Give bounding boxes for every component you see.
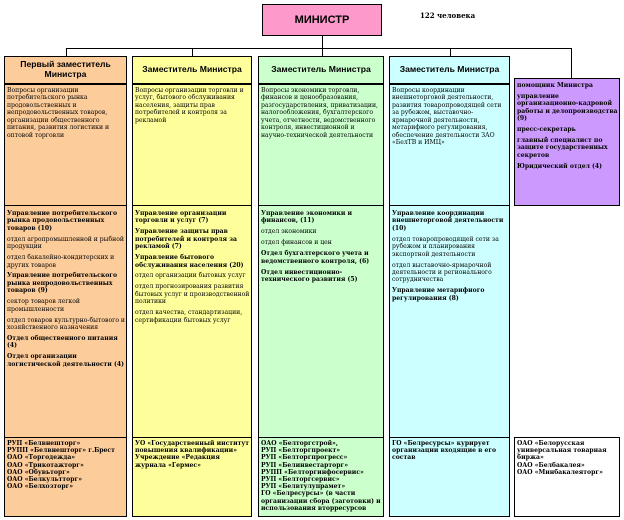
connector-horizontal-bus [66,48,571,49]
col4-subordinates [392,440,508,516]
col5-unit: Юридический отдел (4) [517,162,603,170]
col3-units [261,210,382,434]
connector-col2 [192,48,193,56]
col5-subordinates [517,440,618,514]
col1-sub: ОАО «Белкультторг» [7,475,83,483]
minister-title: МИНИСТР [294,14,350,26]
col4-unit: отдел товаропроводящей сети за рубежом и планирования экспортной деятельности [392,235,499,258]
col1-unit: Отдел организации логистической деятельности (4) [7,353,124,368]
col3-sep1 [258,205,384,206]
col3-unit: отдел экономики [261,228,317,236]
col3-sep2 [258,437,384,438]
col1-sep2 [4,437,127,438]
col2-unit: отдел качества, стандартизации, сертификации бытовых услуг [135,309,243,324]
col2-sub: УО «Государственный институт повышения квалификации» [135,440,250,455]
col2-sep2 [132,437,252,438]
col3-sub: ОАО «Белторгстрой», [261,440,338,447]
col2-subordinates [135,440,250,516]
col4-duties: Вопросы координации внешнеторговой деятельности, развития товаропроводящей сети за рубежом, выставочно-ярмарочной деятельности, метарифного регулирования, обеспечение деятельности ЗАО «БелТВ и ИМЦ» [392,87,502,146]
col1-sep1 [4,205,127,206]
col4-header [389,56,510,84]
col3-unit: Отдел инвестиционно-технического развития (5) [261,268,358,283]
col4-unit: Управление координации внешнеторговой деятельности (10) [392,210,504,232]
col1-unit: отдел товаров культурно-бытового и хозяйственного назначения [7,316,125,331]
col5-unit: пресс-секретарь [517,126,576,134]
col3-header [258,56,384,84]
col2-sub: Учреждение «Редакция журнала «Гермес» [135,454,220,469]
col4-header-label: Заместитель Министра [399,64,500,75]
col4-unit: отдел выставочно-ярмарочной деятельности и регионального сотрудничества [392,261,492,284]
col4-units [392,210,508,434]
col2-unit: Управление бытового обслуживания населения (20) [135,254,244,269]
col4-sep2 [389,437,510,438]
col3-header-label: Заместитель Министра [271,64,371,75]
col3-sub: РУП «Белторгсервис» [261,475,340,483]
col3-unit: отдел финансов и цен [261,239,332,247]
col2-duties: Вопросы организации торговли и услуг, бытового обслуживания населения, защиты прав потребителей и контроля за рекламой [135,87,244,124]
col4-sub: ГО «Белресурсы» курирует организации входящие в его состав [392,440,497,462]
col2-unit: отдел прогнозирования развития бытовых услуг и производственной политики [135,283,250,306]
col1-unit: сектор товаров легкой промышленности [7,298,80,313]
col5-sub: ОАО «Минбакалеяторг» [517,468,603,476]
col1-sub: ОАО «Белхозторг» [7,483,74,491]
col1-unit: отдел бакалейно-кондитерских и других товаров [7,254,115,269]
connector-minister-down [322,36,323,48]
col1-unit: отдел агропромышленной и рыбной продукции [7,235,124,251]
col1-unit: Управление потребительского рынка непродовольственных товаров (9) [7,272,118,295]
col2-header-label: Заместитель Министра [142,64,242,75]
col2-unit: Управление организации торговли и услуг (7) [135,210,227,225]
col3-sub: ГО «Белресурсы» (в части организации сбора (заготовки) и использования вторресурсов [261,490,381,512]
col3-sub: РУП «Белинвестарторг» [261,461,349,469]
col3-sub: РУПП «Белторгинфосервис» [261,468,364,476]
col2-sep1 [132,205,252,206]
col3-unit: Управление экономики и финансов, (11) [261,210,353,225]
minister-box [262,4,382,36]
col1-sub: ОАО «Торгодежда» [7,454,76,462]
col1-subordinates [7,440,125,516]
col2-unit: отдел организации бытовых услуг [135,272,246,280]
col5-unit: главный специалист по защите государственных секретов [517,137,608,159]
connector-col1 [66,48,67,56]
connector-col3 [322,48,323,56]
col1-sub: ОАО «Трикотажторг» [7,461,84,469]
col1-units [7,210,125,434]
col2-unit: Управление защиты прав потребителей и контроля за рекламой (7) [135,228,237,251]
col4-sep1 [389,205,510,206]
col1-sub: РУП «Белвнешторг» [7,440,81,447]
col2-header [132,56,252,84]
col1-duties: Вопросы организации потребительского рынка продовольственных и непродовольственных товаров, организации общественного питания, развития логистики и оптовой торговли [7,87,110,139]
col1-sub: ОАО «Обувьторг» [7,468,70,476]
col3-subordinates [261,440,382,516]
connector-col5 [571,48,572,78]
col2-units [135,210,250,434]
col5-unit: помощник Министра [517,82,593,89]
col4-unit: Управление метарифного регулирования (8) [392,287,485,302]
col5-sub: ОАО «Белорусская универсальная товарная биржа» [517,440,607,462]
connector-col4 [450,48,451,56]
staff-count: 122 человека [420,12,476,20]
col1-sub: РУПП «Белвнешторг» г.Брест [7,447,115,455]
col1-unit: Отдел общественного питания (4) [7,334,118,350]
col5-sub: ОАО «Белбакалея» [517,461,585,469]
col1-header [4,56,127,84]
col1-unit: Управление потребительского рынка продовольственных товаров (10) [7,210,118,232]
col3-unit: Отдел бухгалтерского учета и ведомственного контроля, (6) [261,250,370,265]
col1-header-label: Первый заместитель Министра [20,59,111,79]
col3-sub: РУП «Белторгпроект» [261,447,341,455]
col5-unit: управление организационно-кадровой работы и делопроизводства (9) [517,92,618,123]
col3-sub: РУП «Белторгпрогресс» [261,454,348,462]
col3-duties: Вопросы экономики торговли, финансов и ценообразования, разгосударствления, приватизации, налогообложения, бухгалтерского учета, отчетности, ведомственного контроля, инвестиционной и научно-технической деятельности [261,87,378,139]
col3-sub: РУП «Белвтулупрамет» [261,483,346,491]
col5-units [517,82,618,204]
